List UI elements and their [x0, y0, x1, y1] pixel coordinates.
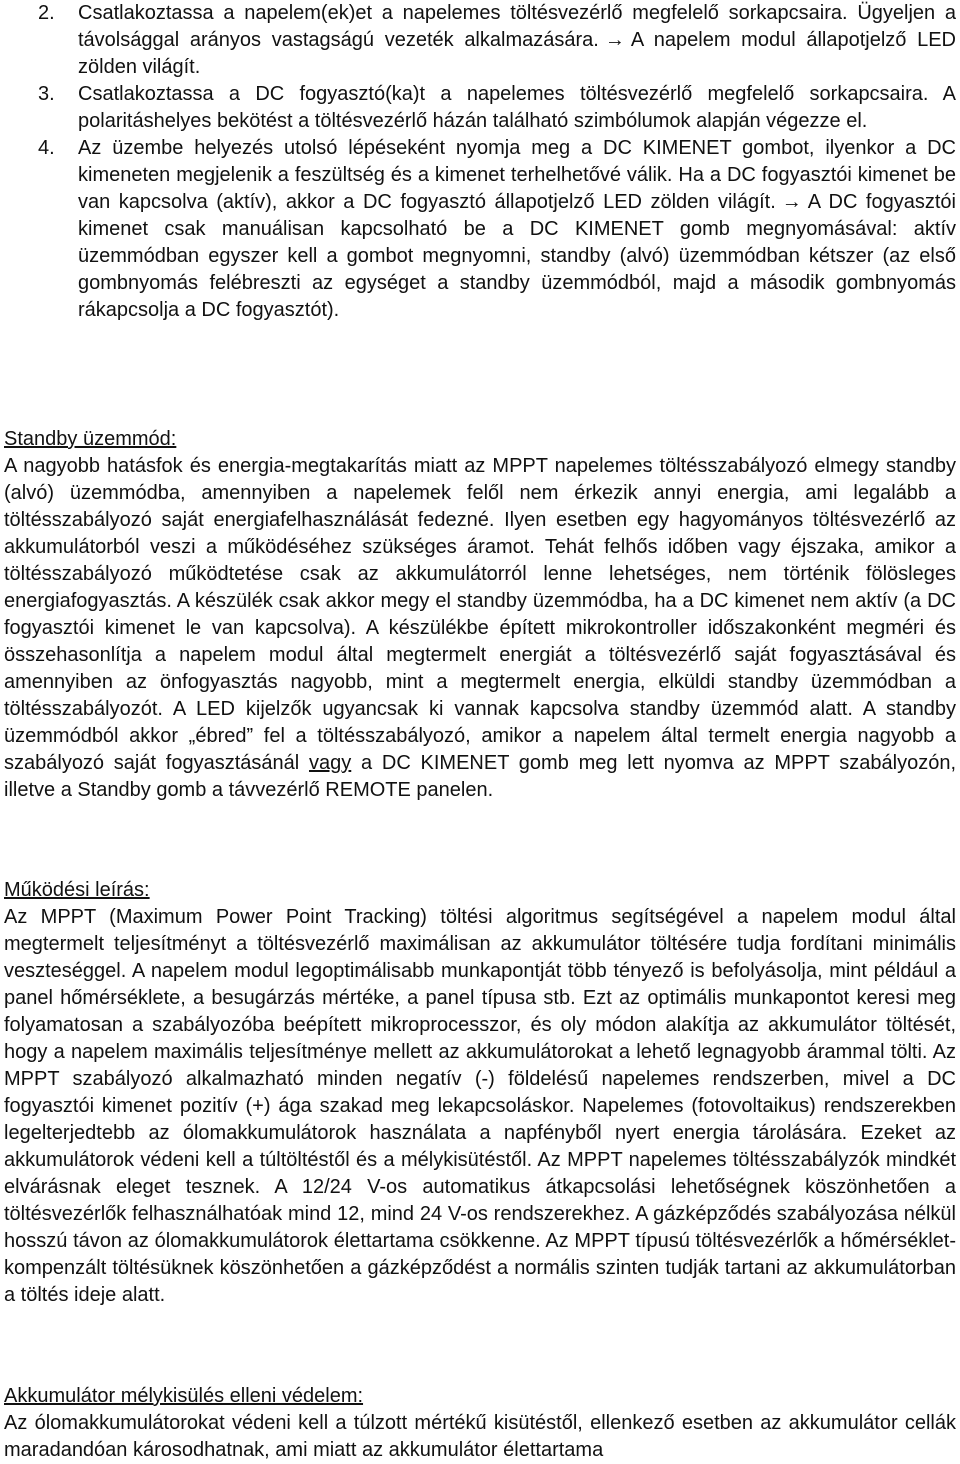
- list-number: 4.: [38, 137, 55, 159]
- section-standby: [0, 426, 960, 804]
- list-item-text-a: Csatlakoztassa a napelem(ek)et a napelemes töltésvezérlő megfelelő sorkapcsaira. Ügyeljen a távolsággal arányos vastagságú vezeték alkalmazására.: [78, 2, 956, 51]
- numbered-list: [0, 0, 960, 324]
- list-item-text: [78, 135, 956, 324]
- section-deep-discharge: [0, 1383, 960, 1464]
- list-number: 3.: [38, 83, 55, 105]
- paragraph-text-a: A nagyobb hatásfok és energia-megtakarítás miatt az MPPT napelemes töltésszabályozó elmegy standby (alvó) üzemmódba, amennyiben a napelemek felől nem érkezik annyi energia, ami legalább a töltésszabályozó saját energiafelhasználását fedezné. Ilyen esetben egy hagyományos töltésvezérlő az akkumulátorból veszi a működéséhez szükséges áramot. Tehát felhős időben vagy éjszaka, amikor a töltésszabályozó működtetése csak az akkumulátorról lenne lehetséges, nem történik fölösleges energiafogyasztás. A készülék csak akkor megy el standby üzemmódba, ha a DC kimenet nem aktív (a DC fogyasztói kimenet le van kapcsolva). A készülékbe épített mikrokontroller időszakonként megméri és összehasonlítja a napelem modul által megtermelt energiát a töltésvezérlő saját fogyasztásával és amennyiben az önfogyasztás nagyobb, mint a megtermelt energia, elküldi standby üzemmódban a töltésszabályozót. A LED kijelzők ugyancsak ki vannak kapcsolva standby üzemmód alatt. A standby üzemmódból akkor „ébred” fel a töltésszabályozó, amikor a napelem által termelt energia nagyobb a szabályozó saját fogyasztásánál: [4, 455, 956, 774]
- list-item-text-b: A napelem modul állapotjelző LED zölden világít.: [78, 29, 956, 78]
- section-heading: Működési leírás:: [4, 879, 150, 901]
- section-operation: [0, 877, 960, 1309]
- list-item-text-b: A DC fogyasztói kimenet csak manuálisan kapcsolható be a DC KIMENET gomb megnyomásával: aktív üzemmódban egyszer kell a gombot megnyomni, standby (alvó) üzemmódban kétszer (az első gombnyomás felébreszti az egységet a standby üzemmódból, majd a második gombnyomás rákapcsolja a DC fogyasztót).: [78, 191, 956, 321]
- list-item-2: [0, 0, 960, 81]
- underlined-word: vagy: [309, 752, 352, 774]
- arrow-icon: →: [604, 29, 625, 51]
- list-item-text: [78, 0, 956, 81]
- section-paragraph: Az ólomakkumulátorokat védeni kell a túlzott mértékű kisütéstől, ellenkező esetben az akkumulátor cellák maradandóan károsodhatnak, ami miatt az akkumulátor élettartama: [4, 1412, 956, 1461]
- list-item-4: [0, 135, 960, 324]
- section-heading: Akkumulátor mélykisülés elleni védelem:: [4, 1385, 364, 1407]
- section-heading: Standby üzemmód:: [4, 428, 177, 450]
- paragraph-text-b: a DC KIMENET gomb meg lett nyomva az MPPT szabályozón, illetve a Standby gomb a távvezérlő REMOTE panelen.: [4, 752, 957, 801]
- list-number: 2.: [38, 2, 55, 24]
- section-paragraph: Az MPPT (Maximum Power Point Tracking) töltési algoritmus segítségével a napelem modul által megtermelt teljesítményt a töltésvezérlő maximálisan az akkumulátor töltésére tudja fordítani minimális veszteséggel. A napelem modul legoptimálisabb munkapontját több tényező is befolyásolja, mint például a panel hőmérséklete, a besugárzás mértéke, a panel típusa stb. Ezt az optimális munkapontot keresi meg folyamatosan a szabályozóba beépített mikroprocesszor, és oly módon alakítja az akkumulátor töltését, hogy a napelem maximális teljesítménye mellett az akkumulátorokat a lehető legnagyobb árammal tölti. Az MPPT szabályozó alkalmazható minden negatív (-) földelésű napelemes rendszerben, mivel a DC fogyasztói kimenet pozitív (+) ága szakad meg lekapcsoláskor. Napelemes (fotovoltaikus) rendszerekben legelterjedtebb az ólomakkumulátorok használata a napfényből nyert energia tárolására. Ezeket az akkumulátorok védeni kell a túltöltéstől és a mélykisütéstől. Az MPPT napelemes töltésszabályzók mindkét elvárásnak eleget tesznek. A 12/24 V-os automatikus átkapcsolási lehetőségnek köszönhetően a töltésvezérlők felhasználhatóak mind 12, mind 24 V-os rendszerekhez. A gázképződés szabályozása nélkül hosszú távon az ólomakkumulátorok élettartama csökkenne. Az MPPT típusú töltésvezérlők a hőmérséklet-kompenzált töltésüknek köszönhetően a gázképződést a normális szinten tudják tartani az akkumulátorban a töltés ideje alatt.: [4, 906, 956, 1306]
- list-item-3: [0, 81, 960, 135]
- list-item-text: Csatlakoztassa a DC fogyasztó(ka)t a napelemes töltésvezérlő megfelelő sorkapcsaira. A polaritáshelyes bekötést a töltésvezérlő házán található szimbólumok alapján végezze el.: [78, 83, 956, 132]
- arrow-icon: →: [781, 191, 802, 213]
- section-paragraph: [4, 453, 956, 804]
- list-item-text-a: Az üzembe helyezés utolsó lépéseként nyomja meg a DC KIMENET gombot, ilyenkor a DC kimeneten megjelenik a feszültség és a kimenet terhelhetővé válik. Ha a DC fogyasztói kimenet be van kapcsolva (aktív), akkor a DC fogyasztó állapotjelző LED zölden világít.: [78, 137, 956, 213]
